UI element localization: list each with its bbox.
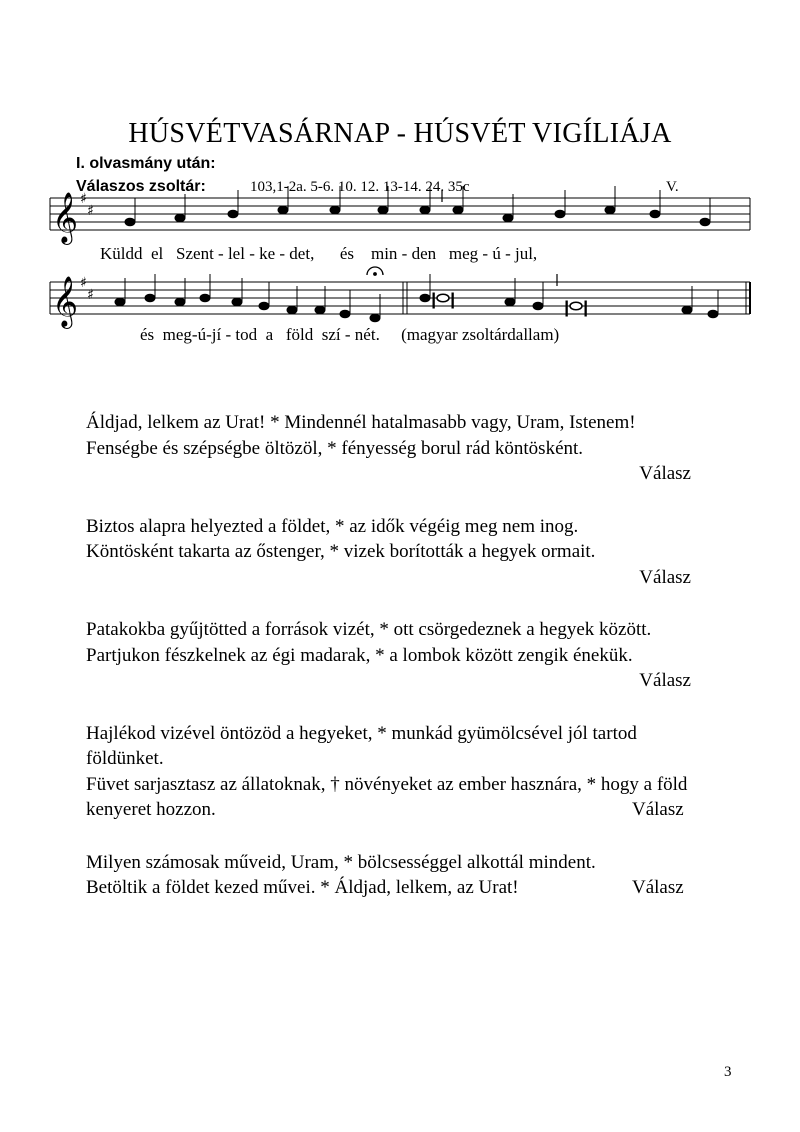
after-reading-heading: I. olvasmány után: <box>76 155 216 172</box>
response-label: Válasz <box>639 670 691 691</box>
stanza-line: Füvet sarjasztasz az állatoknak, † növényeket az ember hasznára, * hogy a föld <box>86 773 688 795</box>
treble-clef-icon: 𝄞 <box>52 192 79 243</box>
staff-1 <box>50 198 750 230</box>
stanza-line: kenyeret hozzon. <box>86 799 216 820</box>
stanza <box>86 410 746 487</box>
sharp-icon: ♯ <box>80 275 87 291</box>
sharp-icon: ♯ <box>80 191 87 207</box>
psalm-text <box>86 410 746 928</box>
stanza-line: Köntösként takarta az őstenger, * vizek borították a hegyek ormait. <box>86 541 596 562</box>
stanza-line: Milyen számosak műveid, Uram, * bölcsességgel alkottál mindent. <box>86 851 596 873</box>
stanza-line: Betöltik a földet kezed művei. * Áldjad, lelkem, az Urat! <box>86 877 519 898</box>
stanza-line: földünket. <box>86 748 164 769</box>
stanza <box>86 617 746 694</box>
stanza-line: Hajlékod vizével öntözöd a hegyeket, * munkád gyümölcsével jól tartod <box>86 722 637 744</box>
music-lyric-line-2: és meg-ú-jí - tod a föld szí - nét. (magyar zsoltárdallam) <box>140 325 560 344</box>
stanza <box>86 721 746 823</box>
psalm-label: Válaszos zsoltár: <box>76 178 206 195</box>
stanza-line: Biztos alapra helyezted a földet, * az idők végéig meg nem inog. <box>86 515 579 537</box>
stanza-line: Fenségbe és szépségbe öltözöl, * fényesség borul rád köntösként. <box>86 437 584 459</box>
stanza-line: Partjukon fészkelnek az égi madarak, * a lombok között zengik énekük. <box>86 644 633 666</box>
stanza-line: Patakokba gyűjtötted a források vizét, * ott csörgedeznek a hegyek között. <box>86 619 652 640</box>
response-label: Válasz <box>639 463 691 484</box>
treble-clef-icon: 𝄞 <box>52 276 79 327</box>
page-number: 3 <box>724 1064 732 1080</box>
response-label: Válasz <box>632 799 684 820</box>
stanza <box>86 514 746 591</box>
psalm-reference: 103,1-2a. 5-6. 10. 12. 13-14. 24. 35c <box>250 179 470 195</box>
stanza-line: Áldjad, lelkem az Urat! * Mindennél hatalmasabb vagy, Uram, Istenem! <box>86 412 636 433</box>
music-notation <box>0 0 800 360</box>
sharp-icon: ♯ <box>87 287 94 303</box>
music-lyric-line-1: Küldd el Szent - lel - ke - det, és min - den meg - ú - jul, <box>100 244 538 263</box>
page-title: HÚSVÉTVASÁRNAP - HÚSVÉT VIGÍLIÁJA <box>128 118 672 149</box>
sharp-icon: ♯ <box>87 203 94 219</box>
tone-mark: V. <box>666 179 679 195</box>
response-label: Válasz <box>639 566 691 588</box>
response-label: Válasz <box>632 877 684 898</box>
stanza <box>86 850 746 901</box>
